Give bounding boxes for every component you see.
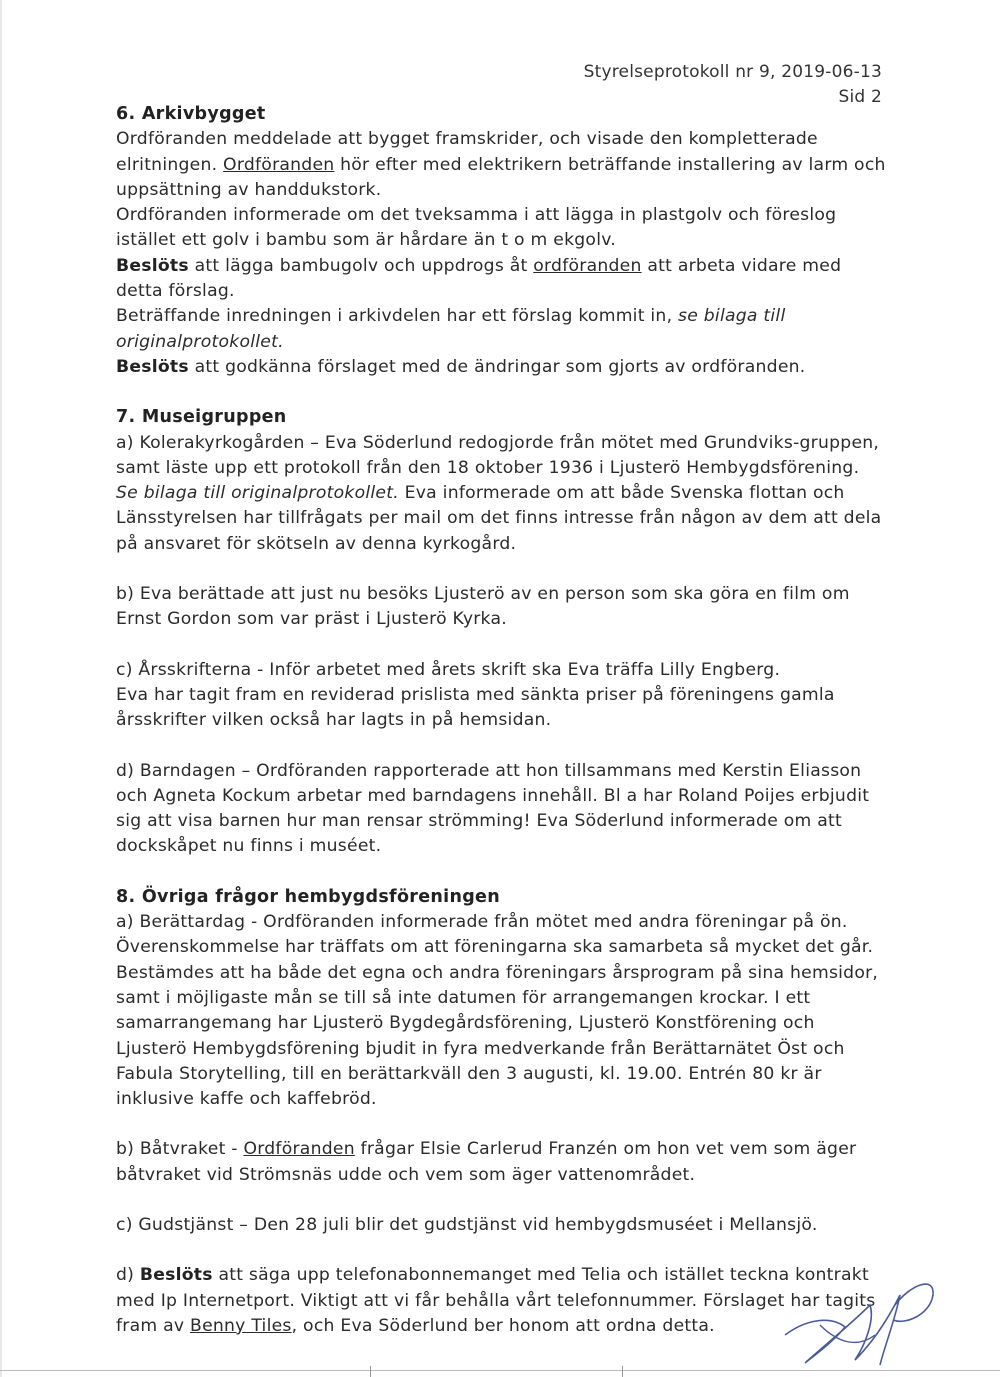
scan-mark	[370, 1366, 371, 1377]
section-6-decision-2: Beslöts att godkänna förslaget med de ändringar som gjorts av ordföranden.	[116, 356, 806, 377]
scan-mark	[622, 1366, 623, 1377]
section-6-decision-1: Beslöts att lägga bambugolv och uppdrogs åt ordföranden att arbeta vidare med detta förslag.	[116, 255, 842, 302]
spacer	[116, 860, 886, 885]
section-8-item-b: b) Båtvraket - Ordföranden frågar Elsie Carlerud Franzén om hon vet vem som äger båtvraket vid Strömsnäs udde och vem som äger vattenområdet.	[116, 1139, 857, 1185]
spacer	[116, 380, 886, 405]
spacer	[116, 1112, 886, 1137]
section-8-item-c: c) Gudstjänst – Den 28 juli blir det gudstjänst vid hembygdsmuséet i Mellansjö.	[116, 1214, 818, 1235]
spacer	[116, 734, 886, 759]
page-bottom-edge	[0, 1370, 1000, 1371]
spacer	[116, 1238, 886, 1263]
section-7-item-b: b) Eva berättade att just nu besöks Ljusterö av en person som ska göra en film om Ernst Gordon som var präst i Ljusterö Kyrka.	[116, 584, 850, 630]
section-8-heading: 8. Övriga frågor hembygdsföreningen	[116, 886, 500, 907]
protocol-reference: Styrelseprotokoll nr 9, 2019-06-13	[583, 62, 882, 82]
section-6-heading: 6. Arkivbygget	[116, 104, 266, 124]
document-body	[116, 102, 886, 1339]
handwritten-signature	[775, 1265, 940, 1370]
section-7-item-c-line-2: Eva har tagit fram en reviderad prislista med sänkta priser på föreningens gamla årsskrifter vilken också har lagts in på hemsidan.	[116, 684, 835, 731]
section-8-item-a: a) Berättardag - Ordföranden informerade från mötet med andra föreningar på ön. Överenskommelse har träffats om att föreningarna ska samarbeta så mycket det går. Bestämdes att ha både det egna och andra föreningars årsprogram på sina hemsidor, samt i möjligaste mån se till så inte datumen för arrangemangen krockar. I ett samarrangemang har Ljusterö Bygdegårdsförening, Ljusterö Konstförening och Ljusterö Hembygdsförening bjudit in fyra medverkande från Berättarnätet Öst och Fabula Storytelling, till en berättarkväll den 3 augusti, kl. 19.00. Entrén 80 kr är inklusive kaffe och kaffebröd.	[116, 912, 879, 1110]
scan-edge	[0, 0, 2, 1377]
page-number: Sid 2	[838, 87, 882, 107]
section-7-item-c-line-1: c) Årsskrifterna - Inför arbetet med årets skrift ska Eva träffa Lilly Engberg.	[116, 659, 781, 680]
section-7-item-a: a) Kolerakyrkogården – Eva Söderlund redogjorde från mötet med Grundviks-gruppen, samt läste upp ett protokoll från den 18 oktober 1936 i Ljusterö Hembygdsförening. Se bilaga till originalprotokollet. Eva informerade om att både Svenska flottan och Länsstyrelsen har tillfrågats per mail om det finns intresse från någon av dem att dela på ansvaret för skötseln av denna kyrkogård.	[116, 432, 882, 554]
section-7-heading: 7. Museigruppen	[116, 407, 287, 428]
section-6-paragraph-2: Ordföranden informerade om det tveksamma i att lägga in plastgolv och föreslog istället ett golv i bambu som är hårdare än t o m ekgolv.	[116, 205, 837, 251]
spacer	[116, 557, 886, 582]
section-6-paragraph-1: Ordföranden meddelade att bygget framskrider, och visade den kompletterade elritningen. Ordföranden hör efter med elektrikern beträffande installering av larm och uppsättning av handdukstork.	[116, 129, 886, 200]
section-8-item-d: d) Beslöts att säga upp telefonabonnemanget med Telia och istället teckna kontrakt med Ip Internetport. Viktigt att vi får behålla vårt telefonnummer. Förslaget har tagits fram av Benny Tiles, och Eva Söderlund ber honom att ordna detta.	[116, 1265, 876, 1336]
spacer	[116, 1188, 886, 1213]
section-6-paragraph-4: Beträffande inredningen i arkivdelen har ett förslag kommit in, se bilaga till originalprotokollet.	[116, 306, 786, 352]
spacer	[116, 633, 886, 658]
section-7-item-d: d) Barndagen – Ordföranden rapporterade att hon tillsammans med Kerstin Eliasson och Agneta Kockum arbetar med barndagens innehåll. Bl a har Roland Poijes erbjudit sig att visa barnen hur man rensar strömming! Eva Söderlund informerade om att dockskåpet nu finns i muséet.	[116, 760, 870, 857]
